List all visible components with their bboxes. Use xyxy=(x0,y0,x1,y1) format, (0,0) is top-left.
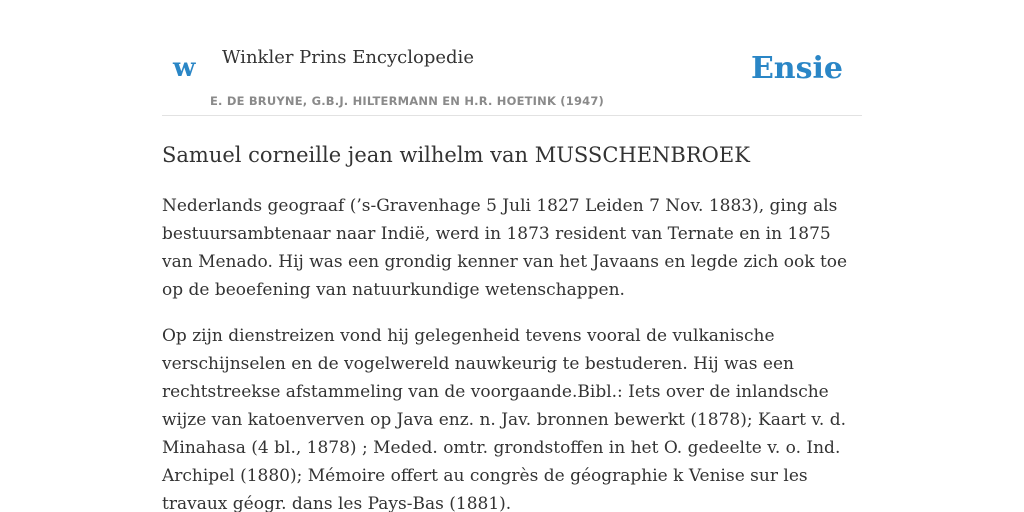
entry-title: Samuel corneille jean wilhelm van MUSSCHENBROEK xyxy=(162,143,750,167)
page xyxy=(162,0,862,512)
publication-authors: E. DE BRUYNE, G.B.J. HILTERMANN EN H.R. HOETINK (1947) xyxy=(210,94,605,108)
publication-logo[interactable]: w xyxy=(173,53,196,83)
entry-content xyxy=(162,192,862,512)
publication-title[interactable]: Winkler Prins Encyclopedie xyxy=(222,47,474,68)
entry-paragraph: Nederlands geograaf (’s-Gravenhage 5 Juli 1827 Leiden 7 Nov. 1883), ging als bestuursambtenaar naar Indië, werd in 1873 resident van Ternate en in 1875 van Menado. Hij was een grondig kenner van het Javaans en legde zich ook toe op de beoefening van natuurkundige wetenschappen. xyxy=(162,196,848,300)
entry-paragraph: Op zijn dienstreizen vond hij gelegenheid tevens vooral de vulkanische verschijnselen en de vogelwereld nauwkeurig te bestuderen. Hij was een rechtstreekse afstammeling van de voorgaande.Bibl.: Iets over de inlandsche wijze van katoenverven op Java enz. n. Jav. bronnen bewerkt (1878); Kaart v. d. Minahasa (4 bl., 1878) ; Meded. omtr. grondstoffen in het O. gedeelte v. o. Ind. Archipel (1880); Mémoire offert au congrès de géographie k Venise sur les travaux géogr. dans les Pays-Bas (1881). xyxy=(162,326,847,512)
header xyxy=(162,0,862,116)
brand-logo[interactable]: Ensie xyxy=(750,51,843,86)
